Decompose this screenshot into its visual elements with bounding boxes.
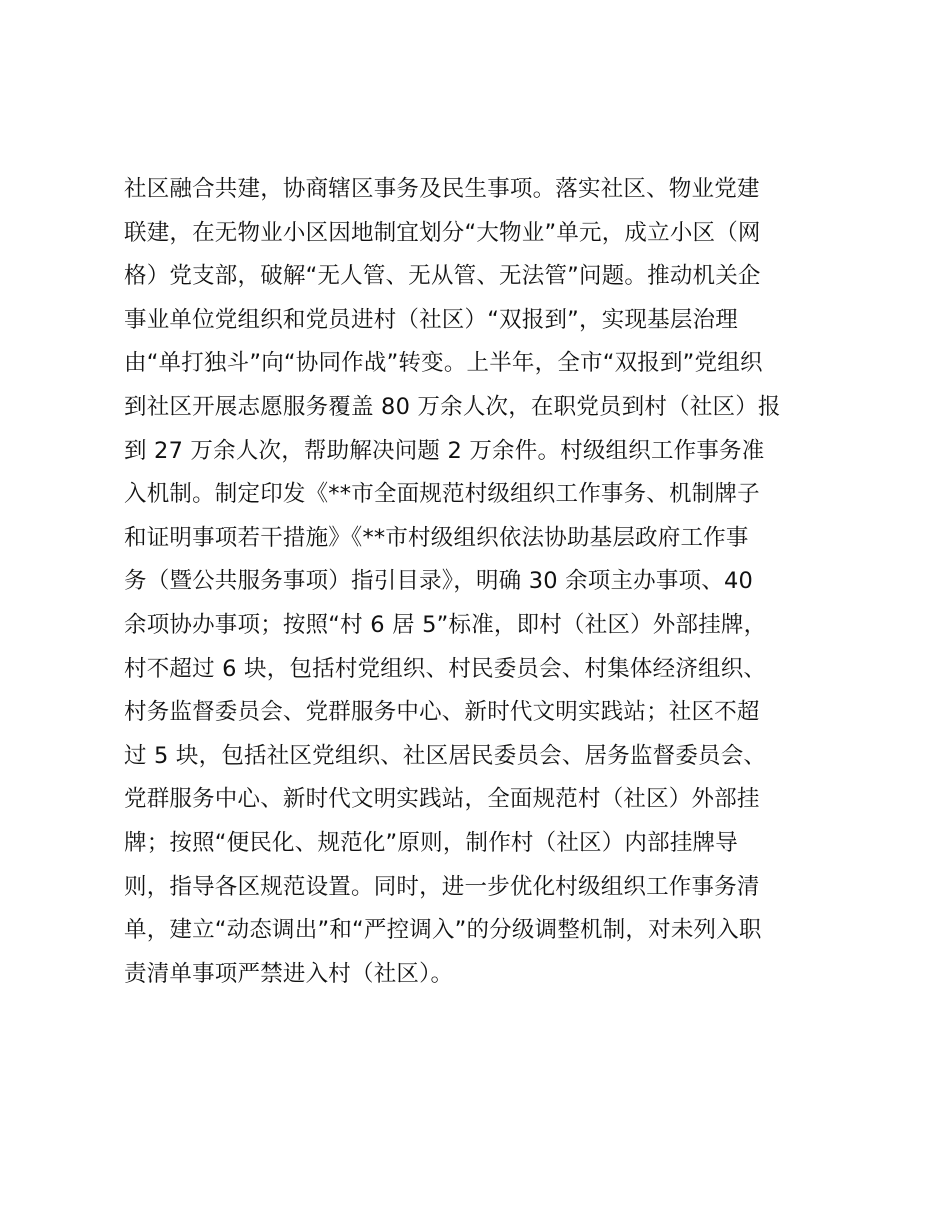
text-line: 社区融合共建，协商辖区事务及民生事项。落实社区、物业党建 <box>124 176 760 202</box>
text-line: 单，建立“动态调出”和“严控调入”的分级调整机制，对未列入职 <box>124 917 762 944</box>
text-line: 务（暨公共服务事项）指引目录》，明确 30 余项主办事项、40 <box>124 568 754 595</box>
text-line: 则，指导各区规范设置。同时，进一步优化村级组织工作事务清 <box>124 873 760 900</box>
text-line: 由“单打独斗”向“协同作战”转变。上半年，全市“双报到”党组织 <box>124 350 763 377</box>
text-line: 事业单位党组织和党员进村（社区）“双报到”，实现基层治理 <box>124 306 738 333</box>
text-line: 和证明事项若干措施》《**市村级组织依法协助基层政府工作事 <box>124 524 749 551</box>
text-line: 牌；按照“便民化、规范化”原则，制作村（社区）内部挂牌导 <box>124 829 738 856</box>
text-line: 格）党支部，破解“无人管、无从管、无法管”问题。推动机关企 <box>124 263 761 290</box>
text-line: 村务监督委员会、党群服务中心、新时代文明实践站；社区不超 <box>124 699 760 726</box>
text-line: 党群服务中心、新时代文明实践站，全面规范村（社区）外部挂 <box>124 786 760 813</box>
text-line: 到社区开展志愿服务覆盖 80 万余人次，在职党员到村（社区）报 <box>124 393 781 420</box>
text-line: 到 27 万余人次，帮助解决问题 2 万余件。村级组织工作事务准 <box>124 437 765 464</box>
text-line: 余项协办事项；按照“村 6 居 5”标准，即村（社区）外部挂牌， <box>124 611 767 638</box>
text-line: 入机制。制定印发《**市全面规范村级组织工作事务、机制牌子 <box>124 481 760 508</box>
text-line: 联建，在无物业小区因地制宜划分“大物业”单元，成立小区（网 <box>124 219 761 246</box>
text-line: 过 5 块，包括社区党组织、社区居民委员会、居务监督委员会、 <box>124 742 767 769</box>
text-line: 责清单事项严禁进入村（社区）。 <box>124 960 454 987</box>
text-line: 村不超过 6 块，包括村党组织、村民委员会、村集体经济组织、 <box>124 655 767 682</box>
body-paragraph <box>124 168 854 996</box>
